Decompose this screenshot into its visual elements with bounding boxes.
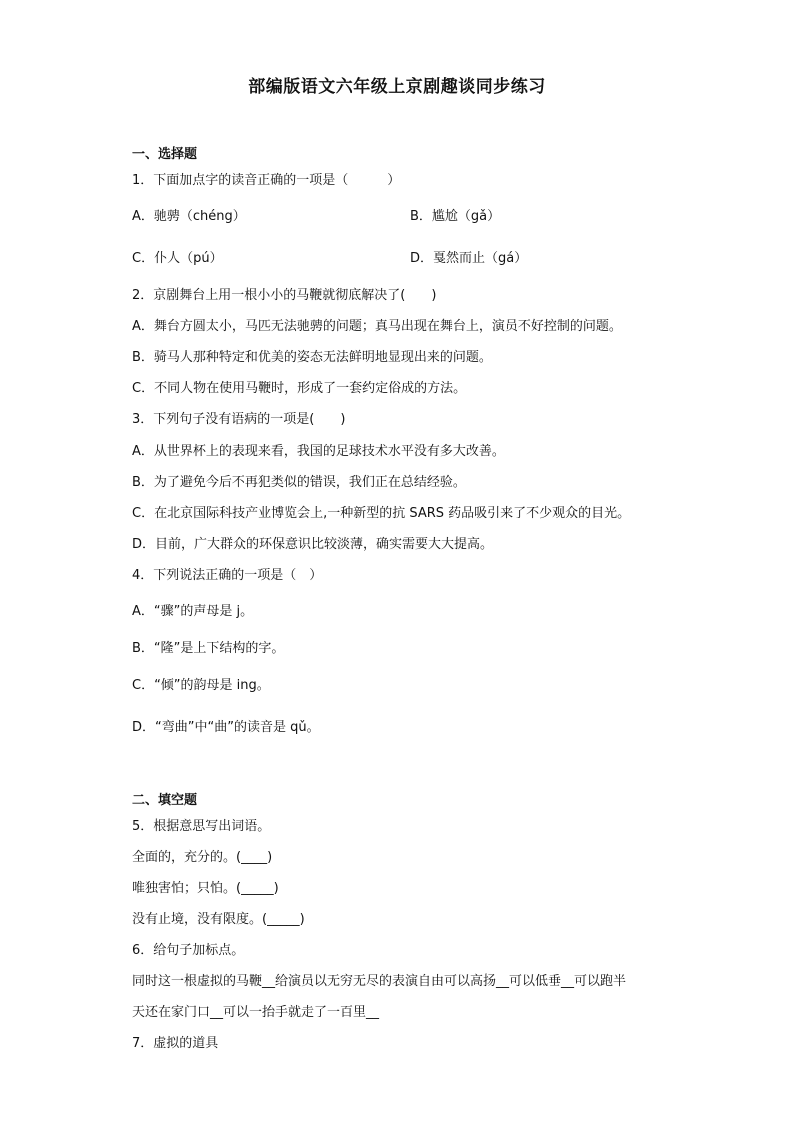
question-4-option-a: A．“骤”的声母是 j。 bbox=[132, 604, 254, 619]
question-6-line-2: 天还在家门口__可以一抬手就走了一百里__ bbox=[132, 1005, 380, 1020]
question-3-option-b: B．为了避免今后不再犯类似的错误，我们正在总结经验。 bbox=[132, 475, 466, 490]
question-5-stem: 5．根据意思写出词语。 bbox=[132, 819, 271, 834]
question-3-stem: 3．下列句子没有语病的一项是( ) bbox=[132, 412, 346, 427]
section-heading-fill: 二、填空题 bbox=[132, 793, 198, 808]
question-2-stem: 2．京剧舞台上用一根小小的马鞭就彻底解决了( ) bbox=[132, 288, 437, 303]
question-4-option-c: C．“倾”的韵母是 ing。 bbox=[132, 678, 270, 693]
question-6-line-1: 同时这一根虚拟的马鞭__给演员以无穷无尽的表演自由可以高扬__可以低垂__可以跑半 bbox=[132, 974, 627, 989]
question-2-option-c: C．不同人物在使用马鞭时，形成了一套约定俗成的方法。 bbox=[132, 381, 467, 396]
question-1-option-d: D．戛然而止（gá） bbox=[410, 251, 528, 266]
question-4-option-b: B．“隆”是上下结构的字。 bbox=[132, 641, 285, 656]
question-5-line-1: 全面的，充分的。(____) bbox=[132, 850, 273, 865]
question-4-option-d: D．“弯曲”中“曲”的读音是 qǔ。 bbox=[132, 720, 320, 735]
section-heading-choice: 一、选择题 bbox=[132, 147, 198, 162]
question-7-stem: 7．虚拟的道具 bbox=[132, 1036, 219, 1051]
question-1-stem: 1．下面加点字的读音正确的一项是（ ） bbox=[132, 173, 401, 188]
question-3-option-a: A．从世界杯上的表现来看，我国的足球技术水平没有多大改善。 bbox=[132, 444, 505, 459]
page-title: 部编版语文六年级上京剧趣谈同步练习 bbox=[248, 77, 546, 97]
question-1-option-b: B．尴尬（gǎ） bbox=[410, 209, 501, 224]
question-1-option-c: C．仆人（pú） bbox=[132, 251, 223, 266]
question-3-option-c: C．在北京国际科技产业博览会上,一种新型的抗 SARS 药品吸引来了不少观众的目光。 bbox=[132, 506, 631, 521]
question-2-option-b: B．骑马人那种特定和优美的姿态无法鲜明地显现出来的问题。 bbox=[132, 350, 492, 365]
question-1-option-a: A．驰骋（chéng） bbox=[132, 209, 246, 224]
question-3-option-d: D．目前，广大群众的环保意识比较淡薄，确实需要大大提高。 bbox=[132, 537, 494, 552]
question-5-line-2: 唯独害怕；只怕。(_____) bbox=[132, 881, 279, 896]
question-2-option-a: A．舞台方圆太小，马匹无法驰骋的问题；真马出现在舞台上，演员不好控制的问题。 bbox=[132, 319, 622, 334]
question-6-stem: 6．给句子加标点。 bbox=[132, 943, 245, 958]
question-5-line-3: 没有止境，没有限度。(_____) bbox=[132, 912, 305, 927]
question-4-stem: 4．下列说法正确的一项是（ ） bbox=[132, 568, 323, 583]
